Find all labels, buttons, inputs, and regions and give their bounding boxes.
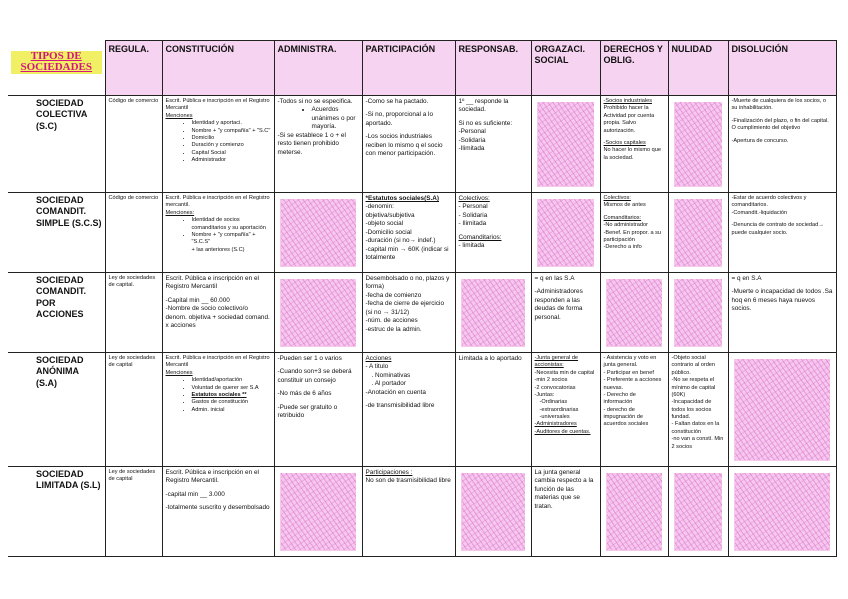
list-item: • Duración y comienzo [192, 142, 271, 149]
cell-nulidad-scribble [668, 273, 728, 353]
header-row [8, 41, 836, 96]
cell-responsab: 1º __ responde la sociedad. Si no es suficiente: -Personal -Solidaria -Ilimitada [455, 96, 531, 193]
cell-derechos-scribble [600, 273, 668, 353]
cell-constitucion: Escrit. Pública e inscripción en el Registro Mercantil -Capital min __ 60.000 -Nombre de socio colectivo/o denom. objetiva + sociedad comand. x acciones [162, 273, 274, 353]
table-title-cell [8, 41, 105, 96]
cell-participacion: -Como se ha pactado. -Si no, proporcional a lo aportado. -Los socios industriales reciben lo mismo q el socio con menor participación. [362, 96, 455, 193]
cell-derechos: Colectivos: Mismos de antes Comanditarios: -No administrador -Benef. En propor. a su participación -Derecho a info [600, 193, 668, 273]
cell-administra-scribble [274, 193, 362, 273]
cell-organizacion: La junta general cambia respecto a la función de las materias que se tratan. [531, 467, 600, 557]
cell-nulidad: -Objeto social contrario al orden público. -No se respeta el mínimo de capital (60K) -Incapacidad de todos los socios fundad. - Faltan datos en la constitución -no van a constí. Min 2 socios [668, 353, 728, 467]
cell-derechos-scribble [600, 467, 668, 557]
col-header-administra: ADMINISTRA. [274, 41, 362, 96]
row-name: SOCIEDAD COMANDIT. SIMPLE (S.C.S) [8, 193, 105, 273]
cell-administra: -Todos si no se especifica. • Acuerdos unánimes o por mayoría. -Si se establece 1 o + el resto tienen prohibido meterse. [274, 96, 362, 193]
col-header-organizacion: ORGAZACI. SOCIAL [531, 41, 600, 96]
list-item: • Estatutos sociales ** [192, 392, 271, 399]
table-title[interactable]: TIPOS DE SOCIEDADES [11, 51, 102, 74]
cell-responsab: Limitada a lo aportado [455, 353, 531, 467]
list-item: • Acuerdos unánimes o por mayoría. [312, 106, 359, 131]
cell-constitucion: Escrit. Pública e inscripción en el Registro Mercantil Menciones • Identidad y aportaci. • Nombre + "y compañía" + "S.C" • Domicilio • Duración y comienzo • Capital Social • Administrador [162, 96, 274, 193]
cell-participacion: Participaciones : No son de trasmisibilidad libre [362, 467, 455, 557]
cell-regula: Ley de sociedades de capital [105, 467, 162, 557]
list-item: + las anteriores (S.C) [191, 246, 245, 253]
list-item: • Admin. inicial [192, 407, 271, 414]
table-row [8, 273, 836, 353]
cell-participacion: *Estatutos sociales(S.A) -denomin: objetiva/subjetiva -objeto social -Domicilio social -duración (si no→ indef.) -capital min → 60K (indicar si totalmente [362, 193, 455, 273]
cell-disolucion: -Estar de acuerdo colectivos y comanditarios. -Comandit.-liquidación -Denuncia de contrato de sociedad→ puede cualquier socio. [728, 193, 836, 273]
cell-responsab: Colectivos: - Personal - Solidaria - Ilimitada Comanditarios: - limitada [455, 193, 531, 273]
cell-disolucion-scribble [728, 467, 836, 557]
cell-participacion: Acciones - A titulo . Nominativas . Al portador -Anotación en cuenta -de transmisibilidad libre [362, 353, 455, 467]
cell-organizacion: = q en las S.A -Administradores responden a las deudas de forma personal. [531, 273, 600, 353]
table-row [8, 353, 836, 467]
cell-disolucion: -Muerte de cualquiera de los socios, o su inhabilitación. -Finalización del plazo, o fin del capital. O cumplimiento del objetivo -Apertura de concurso. [728, 96, 836, 193]
cell-regula: Ley de sociedades de capital [105, 353, 162, 467]
cell-organizacion: -Junta general de accionistas: -Necesita min de capital -min 2 socios -2 convocatorias -Juntas: -Ordinarias -extraordinarias -universales -Administradores -Auditores de cuentas. [531, 353, 600, 467]
cell-disolucion-scribble [728, 353, 836, 467]
cell-regula: Ley de sociedades de capital. [105, 273, 162, 353]
table-row [8, 96, 836, 193]
cell-regula: Código de comercio [105, 96, 162, 193]
sociedades-table [8, 40, 837, 557]
cell-nulidad-scribble [668, 467, 728, 557]
col-header-participacion: PARTICIPACIÓN [362, 41, 455, 96]
list-item: • Voluntad de querer ser S.A [192, 385, 271, 392]
row-name: SOCIEDAD LIMITADA (S.L) [8, 467, 105, 557]
col-header-regula: REGULA. [105, 41, 162, 96]
cell-administra-scribble [274, 273, 362, 353]
list-item: • Identidad/aportación [192, 377, 271, 384]
list-item: • Nombre + "y compañía" + "S.C.S" [192, 232, 271, 247]
cell-disolucion: = q en S.A -Muerte o incapacidad de todos .Sa hoq en 6 meses haya nuevos socios. [728, 273, 836, 353]
list-item: • Identidad de socios comanditarios y su aportación [192, 217, 271, 232]
col-header-constitucion: CONSTITUCIÓN [162, 41, 274, 96]
table-row [8, 193, 836, 273]
list-item: • Capital Social [192, 150, 271, 157]
list-item: • Gastos de constitución [192, 399, 271, 406]
cell-organizacion-scribble [531, 193, 600, 273]
cell-nulidad-scribble [668, 96, 728, 193]
row-name: SOCIEDAD COMANDIT. POR ACCIONES [8, 273, 105, 353]
col-header-disolucion: DISOLUCIÓN [728, 41, 836, 96]
cell-organizacion-scribble [531, 96, 600, 193]
list-item: • Administrador [192, 157, 271, 164]
cell-derechos: -Socios industriales Prohibido hacer la Actividad por cuenta propia. Salvo autorización. -Socios capitales No hacer lo mismo que la sociedad. [600, 96, 668, 193]
row-name: SOCIEDAD ANÓNIMA (S.A) [8, 353, 105, 467]
row-name: SOCIEDAD COLECTIVA (S.C) [8, 96, 105, 193]
list-item: • Identidad y aportaci. [192, 120, 271, 127]
cell-administra: -Pueden ser 1 o varios -Cuando son+3 se deberá constituir un consejo -No más de 6 años -Puede ser gratuito o retribuido [274, 353, 362, 467]
cell-responsab-scribble [455, 467, 531, 557]
cell-constitucion: Escrit. Pública e inscripción en el Registro Mercantil Menciones • Identidad/aportación • Voluntad de querer ser S.A • Estatutos sociales ** • Gastos de constitución • Admin. inicial [162, 353, 274, 467]
cell-regula: Código de comercio [105, 193, 162, 273]
table-row [8, 467, 836, 557]
cell-derechos: - Asistencia y voto en junta general. - Participar en benef - Preferente a acciones nuevas. - Derecho de información - derecho de impugnación de acuerdos sociales [600, 353, 668, 467]
col-header-nulidad: NULIDAD [668, 41, 728, 96]
col-header-derechos: DERECHOS Y OBLIG. [600, 41, 668, 96]
cell-constitucion: Escrit. Pública e inscripción en el Registro Mercantil. -capital min __ 3.000 -totalmente suscrito y desembolsado [162, 467, 274, 557]
cell-administra-scribble [274, 467, 362, 557]
cell-nulidad-scribble [668, 193, 728, 273]
cell-participacion: Desembolsado o no, plazos y forma) -fecha de comienzo -fecha de cierre de ejercicio (si no → 31/12) -núm. de acciones -estruc de la admin. [362, 273, 455, 353]
list-item: • Domicilio [192, 135, 271, 142]
cell-constitucion: Escrit. Pública e inscripción en el Registro mercantil. Menciones: • Identidad de socios comanditarios y su aportación • Nombre + "y compañía" + "S.C.S" + las anteriores (S.C) [162, 193, 274, 273]
col-header-responsab: RESPONSAB. [455, 41, 531, 96]
cell-responsab-scribble [455, 273, 531, 353]
list-item: • Nombre + "y compañía" + "S.C" [192, 128, 271, 135]
